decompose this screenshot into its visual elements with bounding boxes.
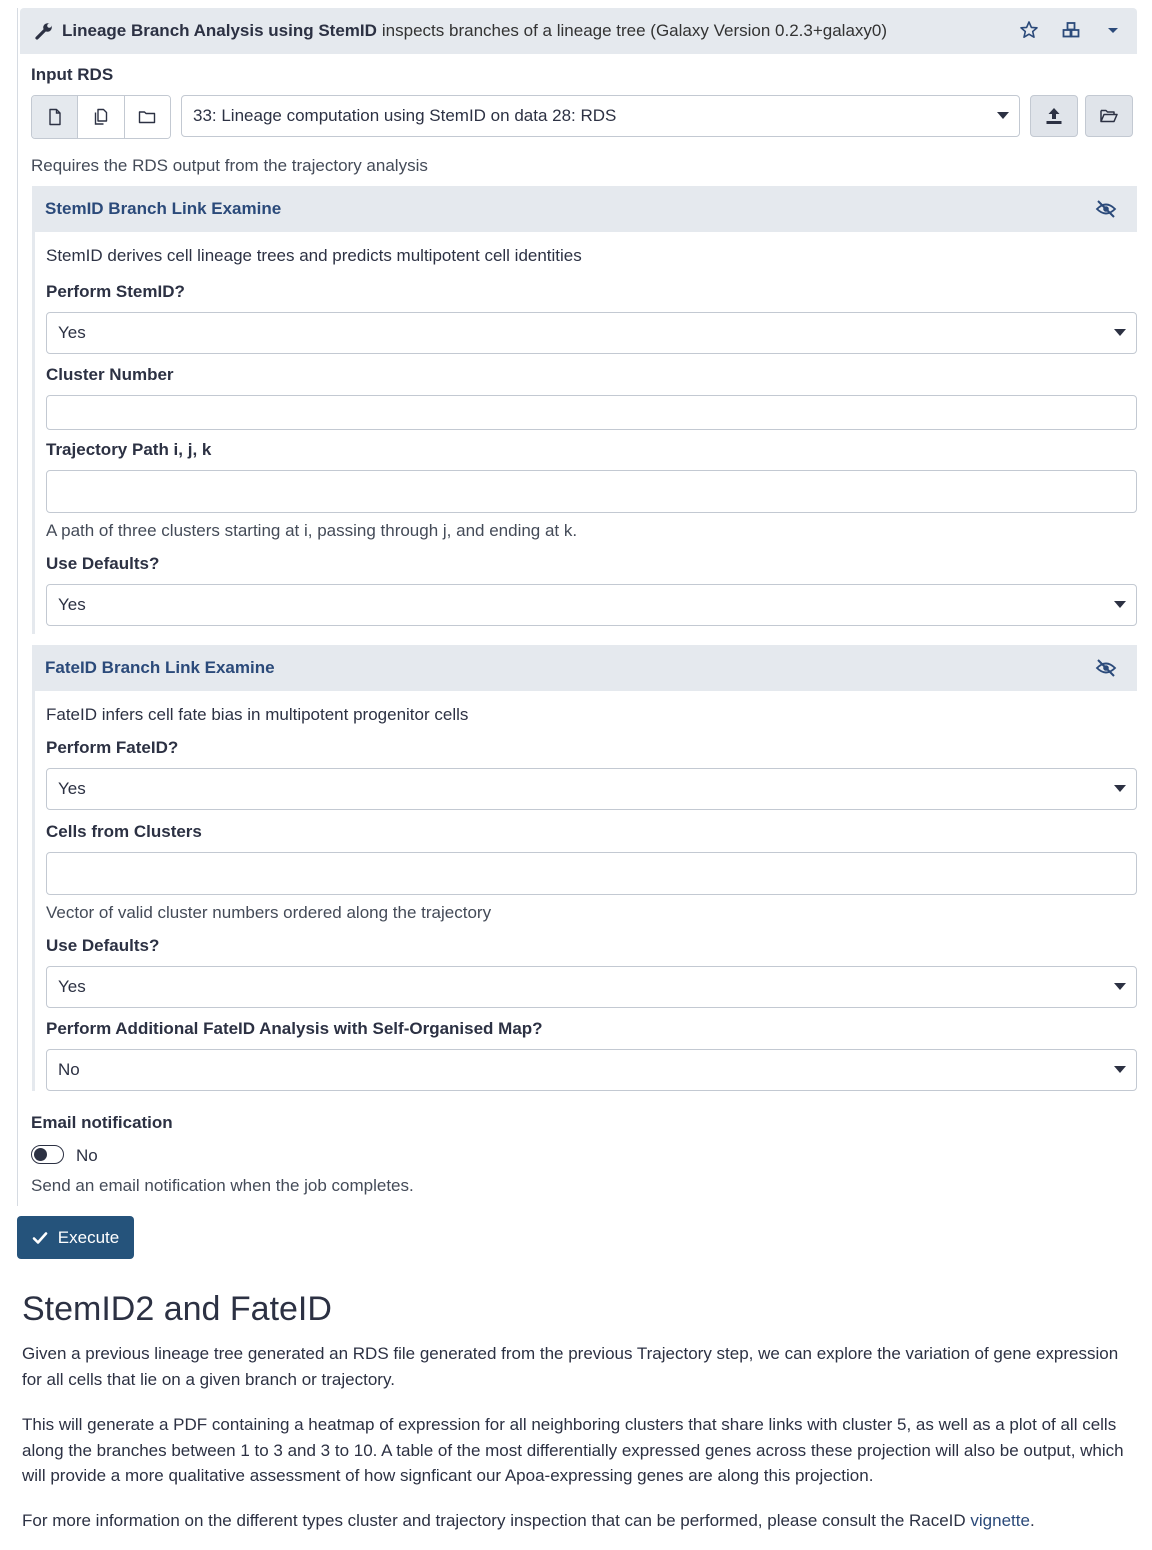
check-icon (32, 1230, 48, 1246)
single-dataset-button[interactable] (32, 96, 78, 138)
perform-stemid-label: Perform StemID? (46, 282, 185, 301)
help-paragraph-3-text: For more information on the different types cluster and trajectory inspection that can be performed, please consult the RaceID (22, 1511, 971, 1530)
email-notification-help: Send an email notification when the job completes. (31, 1176, 414, 1195)
input-mode-group (31, 95, 171, 139)
eye-slash-icon[interactable] (1095, 658, 1117, 678)
tool-description: inspects branches of a lineage tree (Galaxy Version 0.2.3+galaxy0) (381, 21, 888, 40)
caret-down-icon[interactable] (1103, 20, 1123, 40)
som-analysis-select[interactable] (46, 1049, 1137, 1091)
stemid-use-defaults-select[interactable] (46, 584, 1137, 626)
vignette-link[interactable]: vignette (970, 1511, 1030, 1530)
help-paragraph-2: This will generate a PDF containing a heatmap of expression for all neighboring clusters that share links with cluster 5, as well as a plot of all cells along the branches between 1 to 3 and 3 to 10. A table of the most differentially expressed genes across these projection will also be output, which will provide a more qualitative assessment of how signficant our Apoa-expressing genes are along this projection. (22, 1415, 1124, 1485)
help-paragraph-1: Given a previous lineage tree generated an RDS file generated from the previous Trajectory step, we can explore the variation of gene expression for all cells that lie on a given branch or trajectory. (22, 1344, 1119, 1389)
chevron-down-icon (1114, 601, 1126, 608)
input-rds-select[interactable] (181, 95, 1020, 137)
stemid-section (32, 186, 1140, 634)
chevron-down-icon (997, 112, 1009, 119)
help-paragraph-3 (22, 1508, 1137, 1534)
tool-header (20, 8, 1137, 54)
stemid-description: StemID derives cell lineage trees and predicts multipotent cell identities (46, 246, 582, 265)
stemid-section-header[interactable] (35, 186, 1137, 232)
input-rds-help: Requires the RDS output from the trajectory analysis (31, 156, 428, 175)
fateid-use-defaults-select[interactable] (46, 966, 1137, 1008)
chevron-down-icon (1114, 329, 1126, 336)
folder-icon (138, 108, 156, 126)
wrench-icon (34, 21, 54, 41)
fateid-section-title: FateID Branch Link Examine (45, 658, 275, 677)
cells-from-clusters-label: Cells from Clusters (46, 822, 202, 841)
cells-from-clusters-help: Vector of valid cluster numbers ordered along the trajectory (46, 903, 492, 922)
upload-icon (1044, 106, 1064, 126)
stemid-section-title: StemID Branch Link Examine (45, 199, 282, 218)
tool-form (17, 8, 1137, 1206)
chevron-down-icon (1114, 785, 1126, 792)
files-icon (92, 108, 110, 126)
fateid-section-header[interactable] (35, 645, 1137, 691)
toggle-knob (34, 1148, 47, 1161)
header-actions (1019, 20, 1123, 40)
perform-fateid-value: Yes (58, 779, 86, 798)
cells-from-clusters-input[interactable] (46, 852, 1137, 895)
perform-fateid-select[interactable] (46, 768, 1137, 810)
fateid-section (32, 645, 1140, 1091)
dataset-collection-button[interactable] (125, 96, 170, 138)
input-rds-selected: 33: Lineage computation using StemID on data 28: RDS (193, 106, 617, 125)
multiple-datasets-button[interactable] (78, 96, 124, 138)
execute-label: Execute (57, 1227, 120, 1247)
email-notification-value: No (76, 1146, 98, 1165)
cluster-number-input[interactable] (46, 395, 1137, 430)
perform-fateid-label: Perform FateID? (46, 738, 179, 757)
perform-stemid-value: Yes (58, 323, 86, 342)
fateid-use-defaults-value: Yes (58, 977, 86, 996)
email-notification-toggle[interactable] (31, 1145, 64, 1164)
execute-button[interactable] (17, 1216, 134, 1259)
cubes-icon[interactable] (1061, 20, 1081, 40)
star-icon[interactable] (1019, 20, 1039, 40)
upload-button[interactable] (1030, 95, 1078, 137)
trajectory-path-label: Trajectory Path i, j, k (46, 440, 212, 459)
email-notification-label: Email notification (31, 1113, 173, 1132)
help-title: StemID2 and FateID (22, 1290, 332, 1328)
eye-slash-icon[interactable] (1095, 199, 1117, 219)
chevron-down-icon (1114, 983, 1126, 990)
trajectory-path-input[interactable] (46, 470, 1137, 513)
folder-open-icon (1099, 106, 1119, 126)
som-analysis-label: Perform Additional FateID Analysis with Self-Organised Map? (46, 1019, 543, 1038)
input-rds-label: Input RDS (31, 65, 114, 84)
tool-name: Lineage Branch Analysis using StemID (62, 21, 377, 40)
chevron-down-icon (1114, 1066, 1126, 1073)
fateid-use-defaults-label: Use Defaults? (46, 936, 160, 955)
file-icon (46, 108, 64, 126)
cluster-number-label: Cluster Number (46, 365, 174, 384)
som-analysis-value: No (58, 1060, 80, 1079)
trajectory-path-help: A path of three clusters starting at i, passing through j, and ending at k. (46, 521, 578, 540)
fateid-description: FateID infers cell fate bias in multipotent progenitor cells (46, 705, 469, 724)
stemid-use-defaults-value: Yes (58, 595, 86, 614)
help-paragraph-3-end: . (1029, 1511, 1035, 1530)
stemid-use-defaults-label: Use Defaults? (46, 554, 160, 573)
perform-stemid-select[interactable] (46, 312, 1137, 354)
browse-datasets-button[interactable] (1085, 95, 1133, 137)
